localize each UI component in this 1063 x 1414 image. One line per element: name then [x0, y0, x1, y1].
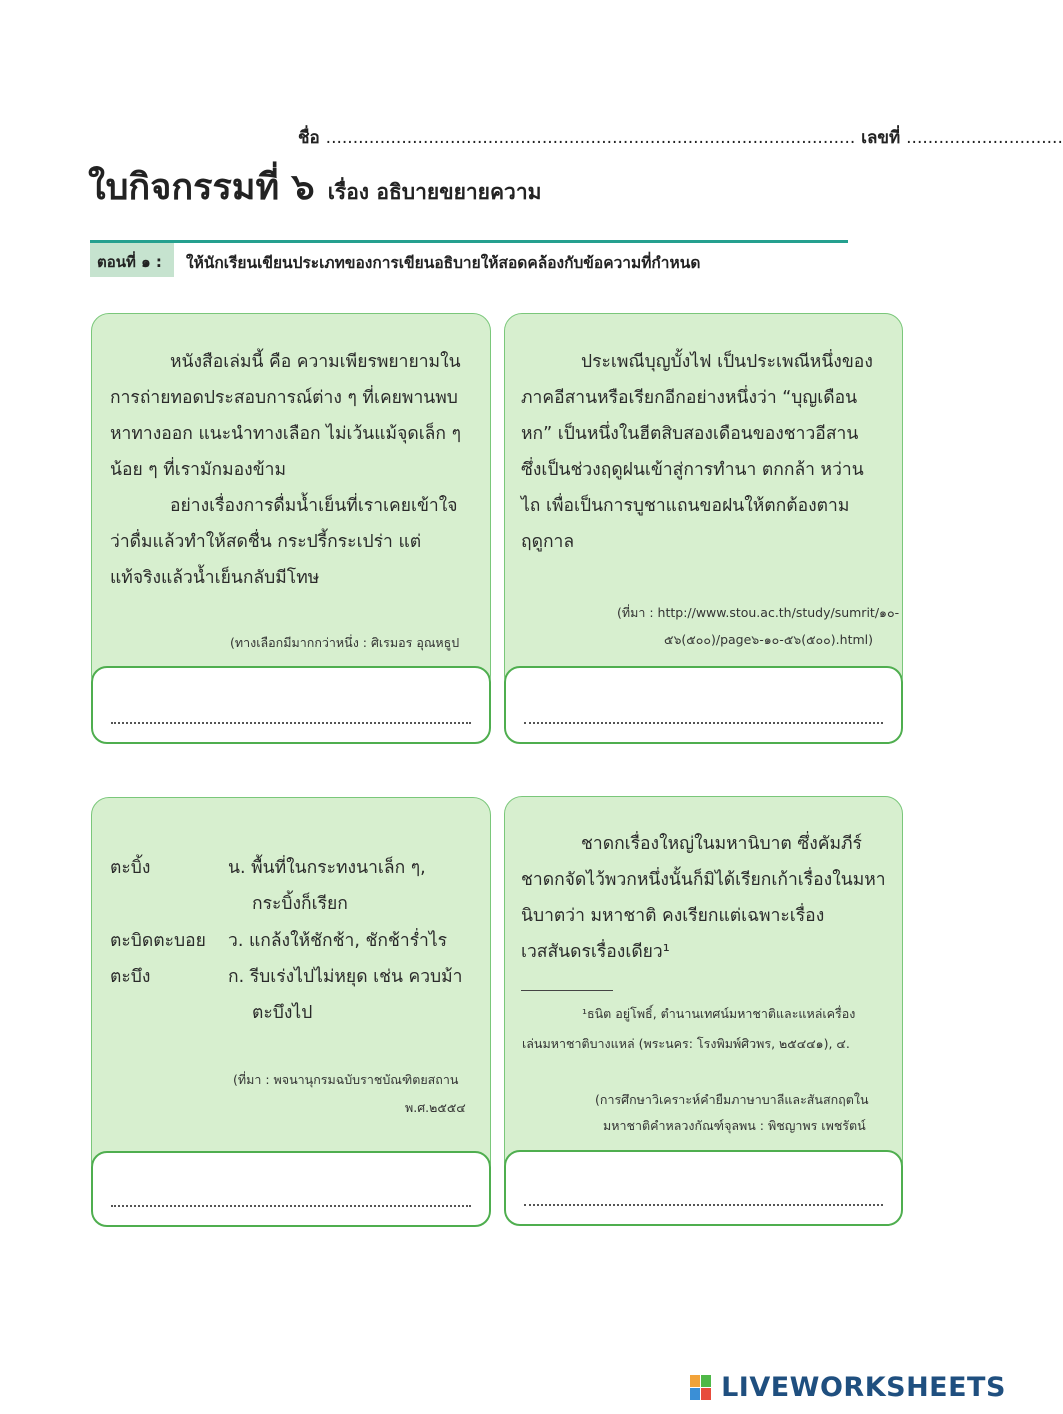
logo-text: LIVEWORKSHEETS: [721, 1372, 1006, 1403]
section-instruction: ให้นักเรียนเขียนประเภทของการเขียนอธิบายให้สอดคล้องกับข้อความที่กำหนด: [186, 254, 701, 272]
title-sub: เรื่อง อธิบายขยายความ: [327, 180, 542, 204]
name-number-line: [298, 124, 1063, 151]
passage-2-line: ภาคอีสานหรือเรียกอีกอย่างหนึ่งว่า “บุญเดือน: [521, 388, 858, 408]
number-label: เลขที่: [861, 128, 901, 148]
passage-1-line: แท้จริงแล้วน้ำเย็นกลับมีโทษ: [110, 568, 320, 588]
section-badge: [90, 243, 174, 277]
answer-line-4: [524, 1204, 883, 1206]
passage-4-source: มหาชาติคำหลวงกัณฑ์จุลพน : พิชญาพร เพชรัตน์: [603, 1118, 866, 1133]
dictionary-definition: ว. แกล้งให้ชักช้า, ชักช้าร่ำไร: [228, 931, 448, 951]
passage-1-line: หาทางออก แนะนำทางเลือก ไม่เว้นแม้จุดเล็ก ๆ: [110, 424, 461, 444]
passage-1-text: [110, 344, 461, 596]
dictionary-term: ตะบึง: [110, 967, 151, 987]
footnote-rule: [521, 990, 613, 991]
dictionary-term: ตะบิดตะบอย: [110, 931, 206, 951]
logo-block: [690, 1388, 700, 1400]
passage-4-line: ชาดกจัดไว้พวกหนึ่งนั้นก็มิได้เรียกเก้าเรื่องในมหา: [521, 870, 886, 890]
passage-4-line: ชาดกเรื่องใหญ่ในมหานิบาต ซึ่งคัมภีร์: [581, 834, 862, 854]
answer-box-3[interactable]: [91, 1151, 491, 1227]
passage-2-source: ๕๖(๕๐๐)/page๖-๑๐-๕๖(๕๐๐).html): [664, 632, 874, 647]
passage-2-line: ประเพณีบุญบั้งไฟ เป็นประเพณีหนึ่งของ: [581, 352, 873, 372]
passage-2-line: ซึ่งเป็นช่วงฤดูฝนเข้าสู่การทำนา ตกกล้า หว่าน: [521, 460, 864, 480]
title-main: ใบกิจกรรมที่ ๖: [88, 167, 315, 208]
logo-block: [690, 1375, 700, 1387]
passage-4-line: นิบาตว่า มหาชาติ คงเรียกแต่เฉพาะเรื่อง: [521, 906, 825, 926]
name-label: ชื่อ: [298, 128, 320, 148]
name-blank[interactable]: ..................................................................................................: [325, 128, 856, 148]
passage-1-line: หนังสือเล่มนี้ คือ ความเพียรพยายามใน: [170, 352, 461, 372]
answer-line-2: [524, 722, 883, 724]
dictionary-definition: น. พื้นที่ในกระทงนาเล็ก ๆ,: [228, 858, 426, 878]
answer-line-1: [111, 722, 471, 724]
passage-4-footnote: ¹ธนิต อยู่โพธิ์, ตำนานเทศน์มหาชาติและแหล่เครื่อง: [582, 1006, 856, 1021]
section-divider: [90, 240, 848, 243]
number-blank[interactable]: .............................: [906, 128, 1063, 148]
dictionary-definition: กระบิ้งก็เรียก: [252, 894, 348, 914]
passage-1-line: น้อย ๆ ที่เรามักมองข้าม: [110, 460, 287, 480]
passage-4-text: [521, 826, 886, 970]
passage-3-source: (ที่มา : พจนานุกรมฉบับราชบัณฑิตยสถาน: [233, 1072, 459, 1087]
passage-1-line: การถ่ายทอดประสอบการณ์ต่าง ๆ ที่เคยพานพบ: [110, 388, 458, 408]
logo-block: [701, 1375, 711, 1387]
passage-4-source: (การศึกษาวิเคราะห์คำยืมภาษาบาลีและสันสกฤตใน: [595, 1092, 869, 1107]
passage-2-line: ฤดูกาล: [521, 532, 575, 552]
passage-2-text: [521, 344, 873, 560]
section-badge-label: ตอนที่ ๑ :: [97, 253, 162, 271]
liveworksheets-logo-icon: [690, 1375, 712, 1401]
dictionary-definition: ตะบึงไป: [252, 1003, 313, 1023]
answer-box-1[interactable]: [91, 666, 491, 744]
passage-1-line: อย่างเรื่องการดื่มน้ำเย็นที่เราเคยเข้าใจ: [170, 496, 458, 516]
passage-1-source: (ทางเลือกมีมากกว่าหนึ่ง : ศิเรมอร อุณหธูป: [230, 635, 460, 650]
passage-2-line: หก” เป็นหนึ่งในฮีตสิบสองเดือนของชาวอีสาน: [521, 424, 859, 444]
answer-line-3: [111, 1205, 471, 1207]
passage-3-source: พ.ศ.๒๕๕๔: [405, 1100, 466, 1115]
liveworksheets-logo: [690, 1372, 1006, 1403]
logo-block: [701, 1388, 711, 1400]
passage-4-line: เวสสันดรเรื่องเดียว¹: [521, 942, 670, 962]
passage-4-footnote: เล่นมหาชาติบางแหล่ (พระนคร: โรงพิมพ์ศิวพร, ๒๕๔๔๑), ๔.: [522, 1036, 850, 1051]
page-title: [88, 158, 541, 215]
dictionary-definition: ก. รีบเร่งไปไม่หยุด เช่น ควบม้า: [228, 967, 463, 987]
answer-box-4[interactable]: [504, 1150, 903, 1226]
passage-2-source: (ที่มา : http://www.stou.ac.th/study/sumrit/๑๐-: [617, 605, 900, 620]
dictionary-term: ตะบิ้ง: [110, 858, 151, 878]
passage-2-line: ไถ เพื่อเป็นการบูชาแถนขอฝนให้ตกต้องตาม: [521, 496, 850, 516]
passage-1-line: ว่าดื่มแล้วทำให้สดชื่น กระปรี้กระเปร่า แต่: [110, 532, 422, 552]
answer-box-2[interactable]: [504, 666, 903, 744]
